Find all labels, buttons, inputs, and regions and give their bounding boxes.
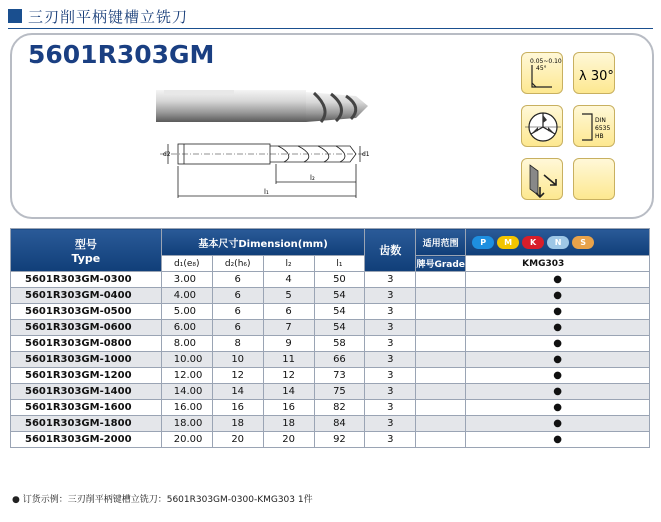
l2-cell: 11	[263, 352, 314, 368]
l2-cell: 9	[263, 336, 314, 352]
type-cell: 5601R303GM-0500	[11, 304, 162, 320]
order-example: ● 订货示例：三刃削平柄键槽立铣刀：5601R303GM-0300-KMG303 1件	[12, 495, 313, 505]
l1-cell: 75	[314, 384, 365, 400]
helix-angle-text: λ 30°	[579, 69, 614, 84]
type-cell: 5601R303GM-0600	[11, 320, 162, 336]
d2-cell: 8	[212, 336, 263, 352]
availability-dot: ●	[553, 370, 562, 381]
product-model: 5601R303GM	[28, 40, 215, 69]
l2-cell: 4	[263, 272, 314, 288]
flutes-cell: 3	[365, 320, 416, 336]
availability-dot: ●	[553, 434, 562, 445]
type-cell: 5601R303GM-1000	[11, 352, 162, 368]
table-row	[11, 288, 650, 304]
type-cell: 5601R303GM-1800	[11, 416, 162, 432]
availability-dot: ●	[553, 306, 562, 317]
chamfer-text-2: 45°	[536, 65, 547, 72]
flutes-cell: 3	[365, 336, 416, 352]
type-cell: 5601R303GM-1200	[11, 368, 162, 384]
plunge-milling-icon	[521, 158, 563, 200]
flutes-cell: 3	[365, 352, 416, 368]
apply-cell	[416, 304, 466, 320]
flutes-cell: 3	[365, 304, 416, 320]
label-l1: l₁	[264, 188, 269, 196]
type-header	[11, 229, 162, 272]
d2-cell: 6	[212, 272, 263, 288]
l2-cell: 16	[263, 400, 314, 416]
l2-cell: 6	[263, 304, 314, 320]
l2-cell: 7	[263, 320, 314, 336]
col-l1: l₁	[314, 256, 365, 272]
l1-cell: 66	[314, 352, 365, 368]
apply-cell	[416, 368, 466, 384]
d2-cell: 16	[212, 400, 263, 416]
type-cell: 5601R303GM-1400	[11, 384, 162, 400]
flutes-cell: 3	[365, 416, 416, 432]
availability-dot: ●	[553, 354, 562, 365]
three-flute-icon	[521, 105, 563, 147]
table-row	[11, 368, 650, 384]
grade-mark-cell	[466, 304, 650, 320]
d1-cell: 6.00	[161, 320, 212, 336]
page-title: 三刃削平柄键槽立铣刀	[28, 7, 189, 26]
material-badge-s: S	[572, 236, 594, 249]
grade-mark-cell	[466, 320, 650, 336]
spec-table	[10, 228, 650, 448]
cutting-head	[306, 92, 368, 122]
flat	[164, 90, 234, 95]
flutes-cell: 3	[365, 384, 416, 400]
l2-cell: 14	[263, 384, 314, 400]
d2-cell: 18	[212, 416, 263, 432]
d1-cell: 3.00	[161, 272, 212, 288]
flutes-header: 齿数	[365, 229, 416, 272]
grade-mark-cell	[466, 288, 650, 304]
label-d1: d1	[362, 151, 370, 158]
hardness-icon	[573, 105, 615, 147]
hardness-text-1: DIN	[595, 117, 606, 124]
table-row	[11, 432, 650, 448]
d2-cell: 6	[212, 288, 263, 304]
material-badge-p: P	[472, 236, 494, 249]
l2-cell: 5	[263, 288, 314, 304]
availability-dot: ●	[553, 418, 562, 429]
label-l2: l₂	[310, 174, 315, 182]
chamfer-text-1: 0.05~0.10	[530, 58, 562, 65]
availability-dot: ●	[553, 402, 562, 413]
d1-cell: 8.00	[161, 336, 212, 352]
apply-header: 适用范围	[416, 229, 466, 256]
grade-mark-cell	[466, 352, 650, 368]
apply-cell	[416, 416, 466, 432]
tool-photo	[156, 84, 371, 128]
d1-cell: 4.00	[161, 288, 212, 304]
blank-icon	[573, 158, 615, 200]
d2-cell: 12	[212, 368, 263, 384]
l1-cell: 54	[314, 304, 365, 320]
d2-cell: 10	[212, 352, 263, 368]
d1-cell: 5.00	[161, 304, 212, 320]
l1-cell: 54	[314, 288, 365, 304]
col-l2: l₂	[263, 256, 314, 272]
l1-cell: 50	[314, 272, 365, 288]
helix-angle-icon	[573, 52, 615, 94]
table-row	[11, 416, 650, 432]
flutes-cell: 3	[365, 288, 416, 304]
type-label-en: Type	[71, 251, 101, 265]
flutes-cell: 3	[365, 432, 416, 448]
availability-dot: ●	[553, 338, 562, 349]
grade-header: 牌号Grade	[416, 256, 466, 272]
material-badge-m: M	[497, 236, 519, 249]
grade-mark-cell	[466, 416, 650, 432]
material-badge-k: K	[522, 236, 544, 249]
header-divider	[8, 28, 653, 29]
material-badge-n: N	[547, 236, 569, 249]
hardness-text-2: 6535	[595, 125, 611, 132]
d1-cell: 20.00	[161, 432, 212, 448]
availability-dot: ●	[553, 386, 562, 397]
table-row	[11, 352, 650, 368]
apply-cell	[416, 432, 466, 448]
dimension-header: 基本尺寸Dimension(mm)	[161, 229, 365, 256]
grade-value: KMG303	[466, 256, 650, 272]
l1-cell: 58	[314, 336, 365, 352]
apply-cell	[416, 384, 466, 400]
type-cell: 5601R303GM-2000	[11, 432, 162, 448]
type-cell: 5601R303GM-0800	[11, 336, 162, 352]
l2-cell: 18	[263, 416, 314, 432]
l1-cell: 84	[314, 416, 365, 432]
grade-mark-cell	[466, 384, 650, 400]
l1-cell: 82	[314, 400, 365, 416]
flutes-cell: 3	[365, 368, 416, 384]
apply-cell	[416, 400, 466, 416]
type-cell: 5601R303GM-0300	[11, 272, 162, 288]
d2-cell: 6	[212, 304, 263, 320]
apply-cell	[416, 272, 466, 288]
page-header	[8, 6, 188, 26]
d1-cell: 10.00	[161, 352, 212, 368]
apply-cell	[416, 352, 466, 368]
d1-cell: 14.00	[161, 384, 212, 400]
grade-mark-cell	[466, 272, 650, 288]
l1-cell: 54	[314, 320, 365, 336]
type-cell: 5601R303GM-0400	[11, 288, 162, 304]
header-square-icon	[8, 9, 22, 23]
table-row	[11, 336, 650, 352]
apply-cell	[416, 320, 466, 336]
l2-cell: 20	[263, 432, 314, 448]
l1-cell: 73	[314, 368, 365, 384]
table-row	[11, 272, 650, 288]
materials-header	[466, 229, 650, 256]
l1-cell: 92	[314, 432, 365, 448]
availability-dot: ●	[553, 290, 562, 301]
availability-dot: ●	[553, 322, 562, 333]
grade-mark-cell	[466, 368, 650, 384]
d1-cell: 18.00	[161, 416, 212, 432]
apply-cell	[416, 336, 466, 352]
table-row	[11, 400, 650, 416]
grade-mark-cell	[466, 336, 650, 352]
hardness-text-3: HB	[595, 133, 604, 140]
d1-cell: 12.00	[161, 368, 212, 384]
l2-cell: 12	[263, 368, 314, 384]
table-row	[11, 384, 650, 400]
d2-cell: 6	[212, 320, 263, 336]
grade-mark-cell	[466, 400, 650, 416]
chamfer-icon	[521, 52, 563, 94]
d2-cell: 20	[212, 432, 263, 448]
table-row	[11, 304, 650, 320]
col-d2: d₂(h₆)	[212, 256, 263, 272]
type-label-cn: 型号	[74, 237, 97, 251]
d2-cell: 14	[212, 384, 263, 400]
col-d1: d₁(e₈)	[161, 256, 212, 272]
type-cell: 5601R303GM-1600	[11, 400, 162, 416]
availability-dot: ●	[553, 274, 562, 285]
flutes-cell: 3	[365, 400, 416, 416]
label-d2: d2	[163, 151, 171, 158]
technical-drawing	[160, 136, 370, 206]
apply-cell	[416, 288, 466, 304]
grade-mark-cell	[466, 432, 650, 448]
material-badges	[472, 236, 594, 249]
flutes-cell: 3	[365, 272, 416, 288]
d1-cell: 16.00	[161, 400, 212, 416]
table-row	[11, 320, 650, 336]
